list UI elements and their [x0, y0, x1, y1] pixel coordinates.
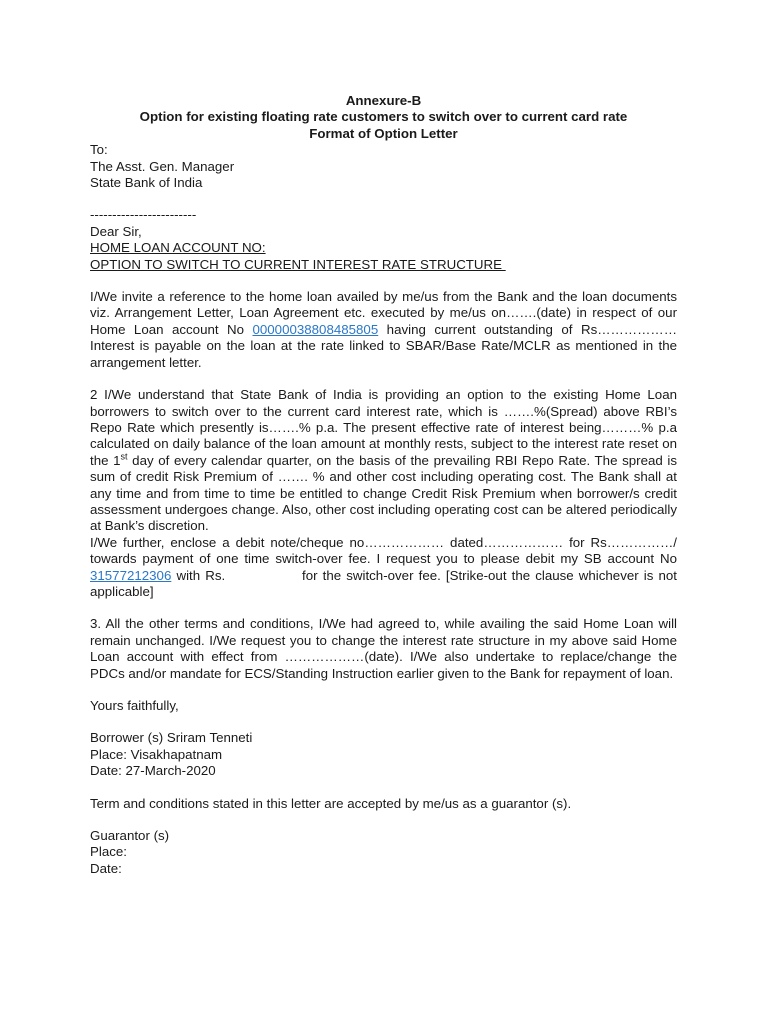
- borrower-name: Borrower (s) Sriram Tenneti: [90, 730, 253, 746]
- paragraph-2: [90, 387, 677, 535]
- para2-text-a: 2 I/We understand that State Bank of India is providing an option to the existing Home Loan borrowers to switch over to the current card interest rate, which is …….%(Spread) above RBI’s Repo Rate which presently is…….% p.a. The present effective rate of interest being………% p.a calculated on daily balance of the loan amount at monthly rests, subject to the interest rate reset on the 1: [90, 387, 677, 468]
- paragraph-1: [90, 289, 677, 371]
- para2-text-b: day of every calendar quarter, on the basis of the prevailing RBI Repo Rate. The spread is sum of credit Risk Premium of ……. % and other cost including operating cost. The Bank shall at any time and from time to time be entitled to change Credit Risk Premium when borrower/s credit assessment undergoes change. Also, other cost including operating cost can be altered periodically at Bank’s discretion.: [90, 452, 678, 534]
- para1-text-a: I/We invite a reference to the home loan availed by me/us from the Bank and the loan documents viz. Arrangement Letter, Loan Agreement etc. executed by me/us on…….(date) in respect of our Home Loan account No: [90, 289, 677, 337]
- guarantor-place: Place:: [90, 844, 127, 860]
- home-loan-account-link[interactable]: 00000038808485805: [252, 321, 379, 337]
- guarantor-title: Guarantor (s): [90, 828, 170, 844]
- borrower-place: Place: Visakhapatnam: [90, 746, 223, 762]
- paragraph-3: 3. All the other terms and conditions, I/We had agreed to, while availing the said Home Loan will remain unchanged. I/We request you to change the interest rate structure in my above said Home Loan account with effect from ………………(date). I/We also undertake to replace/change the PDCs and/or mandate for ECS/Standing Instruction earlier given to the Bank for repayment of loan.: [90, 616, 677, 681]
- para2-text-c: I/We further, enclose a debit note/cheque no……………… dated……………… for Rs……………/ towards payment of one time switch-over fee. I request you to please debit my SB account No: [90, 534, 677, 567]
- borrower-block: [90, 730, 677, 779]
- closing-line: Yours faithfully,: [90, 698, 179, 713]
- annexure-title: Annexure-B: [345, 93, 422, 108]
- guarantor-note: Term and conditions stated in this letter are accepted by me/us as a guarantor (s).: [90, 795, 572, 811]
- borrower-date: Date: 27-March-2020: [90, 763, 216, 779]
- letter-subtitle: Option for existing floating rate customers to switch over to current card rate: [139, 109, 628, 125]
- ordinal-suffix: st: [120, 451, 128, 462]
- para1-text-b: having current outstanding of Rs……………… Interest is payable on the loan at the rate linked to SBAR/Base Rate/MCLR as mentioned in the arrangement letter.: [90, 321, 677, 370]
- salutation: Dear Sir,: [90, 223, 142, 239]
- para2-text-d: with Rs. for the switch-over fee. [Strike-out the clause whichever is not applicable]: [90, 567, 681, 599]
- address-designation: The Asst. Gen. Manager: [90, 158, 235, 174]
- format-title: Format of Option Letter: [309, 125, 458, 141]
- paragraph-2-fee: [90, 534, 681, 601]
- sb-account-link[interactable]: 31577212306: [90, 567, 172, 583]
- address-separator: ------------------------: [90, 207, 197, 223]
- subject-account-line: HOME LOAN ACCOUNT NO:: [90, 240, 266, 256]
- guarantor-block: [90, 828, 677, 877]
- subject-option-line: OPTION TO SWITCH TO CURRENT INTEREST RATE STRUCTURE: [90, 256, 506, 272]
- address-block: [90, 142, 677, 224]
- guarantor-date: Date:: [90, 860, 122, 876]
- address-bank: State Bank of India: [90, 175, 203, 191]
- address-to: To:: [90, 142, 108, 158]
- letter-heading: [90, 93, 677, 142]
